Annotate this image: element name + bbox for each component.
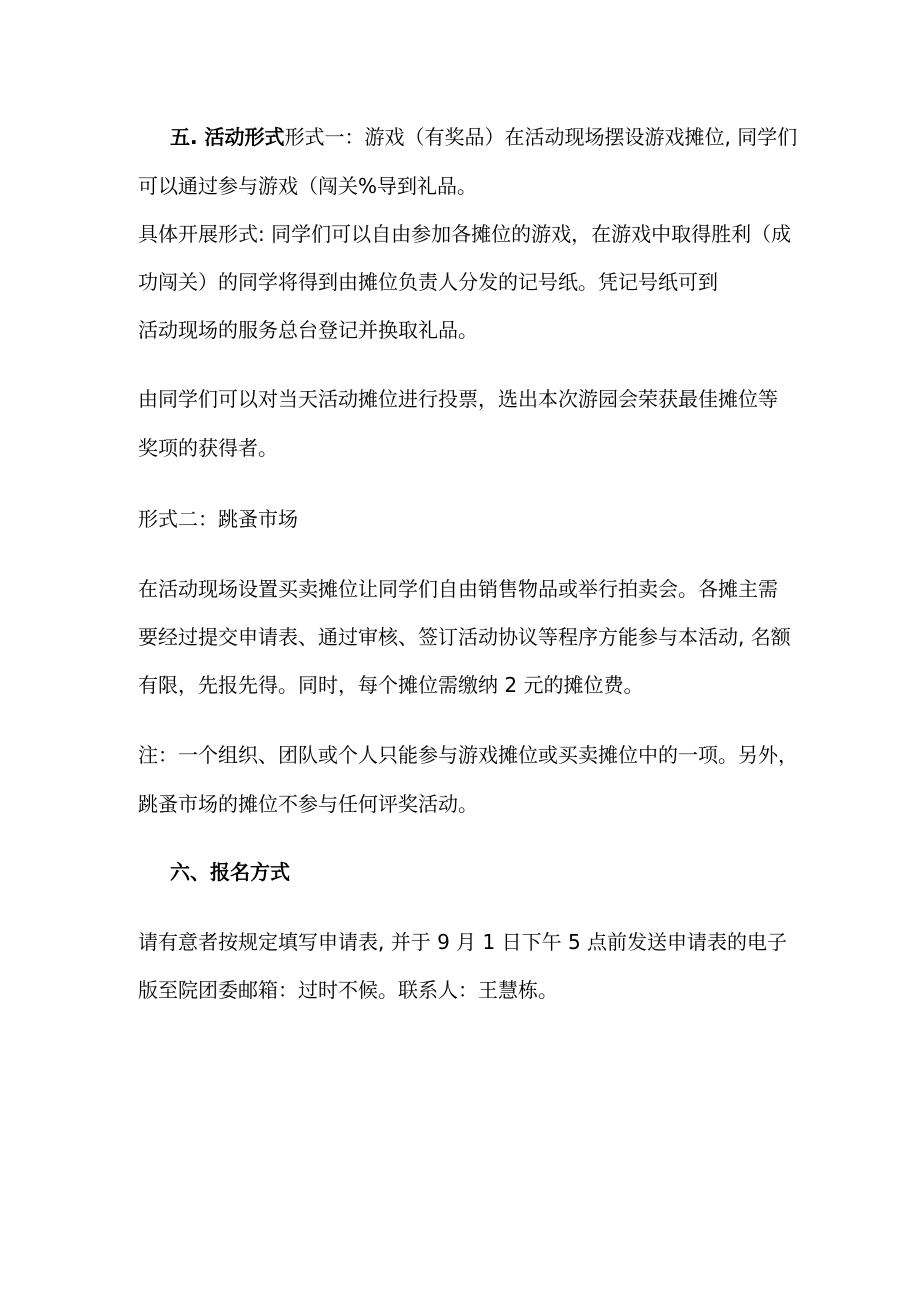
form1-intro-line2: 可以通过参与游戏（闯关%导到礼品。 xyxy=(138,174,478,198)
detail-first-line xyxy=(138,222,791,246)
form1-intro-text: 形式一：游戏（有奖品）在活动现场摆设游戏摊位, 同学们 xyxy=(284,125,798,149)
form2-title: 形式二：跳蚤市场 xyxy=(138,507,298,531)
detail-label: 具体开展形式 xyxy=(138,222,258,246)
detail-text: : 同学们可以自由参加各摊位的游戏，在游戏中取得胜利（成 xyxy=(258,222,792,246)
signup-line2: 版至院团委邮箱：过时不候。联系人：王慧栋。 xyxy=(138,978,558,1002)
vote-line1: 由同学们可以对当天活动摊位进行投票，选出本次游园会荣获最佳摊位等 xyxy=(138,387,778,411)
note-line1: 注：一个组织、团队或个人只能参与游戏摊位或买卖摊位中的一项。另外， xyxy=(138,743,798,767)
note-line2: 跳蚤市场的摊位不参与任何评奖活动。 xyxy=(138,792,478,816)
section5-first-line xyxy=(170,125,797,149)
market-line1: 在活动现场设置买卖摊位让同学们自由销售物品或举行拍卖会。各摊主需 xyxy=(138,577,778,601)
signup-line1: 请有意者按规定填写申请表, 并于 9 月 1 日下午 5 点前发送申请表的电子 xyxy=(138,930,788,954)
market-line2: 要经过提交申请表、通过审核、签订活动协议等程序方能参与本活动, 名额 xyxy=(138,625,791,649)
detail-line2: 功闯关）的同学将得到由摊位负责人分发的记号纸。凭记号纸可到 xyxy=(138,270,718,294)
detail-line3: 活动现场的服务总台登记并换取礼品。 xyxy=(138,318,478,342)
section5-heading: 五. 活动形式 xyxy=(170,125,285,149)
section6-heading: 六、报名方式 xyxy=(170,860,290,884)
vote-line2: 奖项的获得者。 xyxy=(138,436,278,460)
market-line3: 有限，先报先得。同时，每个摊位需缴纳 2 元的摊位费。 xyxy=(138,673,644,697)
